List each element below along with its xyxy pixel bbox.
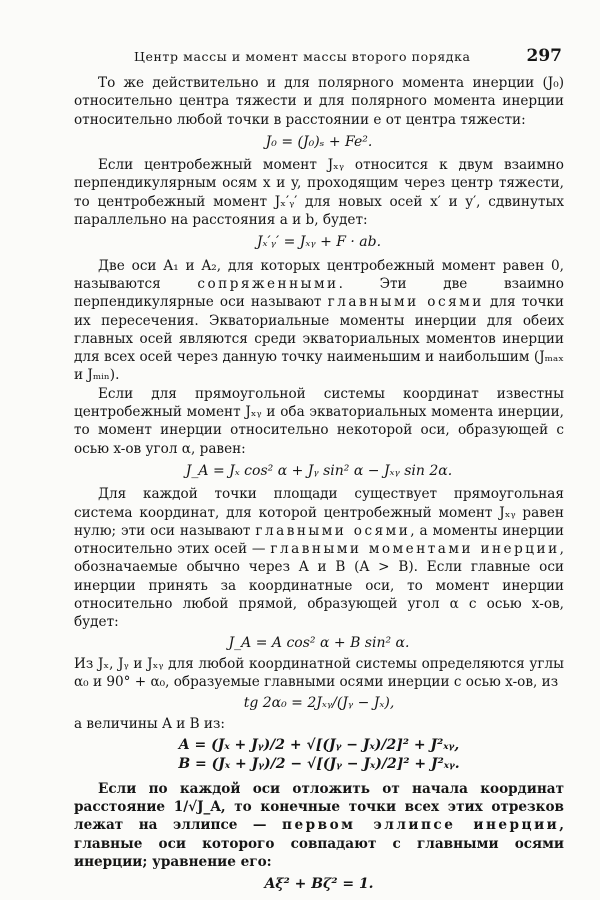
formula-polar-moment: J₀ = (J₀)ₛ + Fe². [265, 133, 373, 150]
formula-b: B = (Jₓ + Jᵧ)/2 − √[(Jᵧ − Jₓ)/2]² + J²ₓᵧ. [178, 756, 460, 773]
emphasis-principal-moments: главными моментами инерции [270, 541, 560, 558]
emphasis-principal-axes: главными осями [255, 522, 411, 539]
formula-a: A = (Jₓ + Jᵧ)/2 + √[(Jᵧ − Jₓ)/2]² + J²ₓᵧ, [178, 737, 460, 754]
text-segment: . Эти две взаимно перпендикулярные оси называют [74, 275, 564, 311]
text-segment: , главные оси которого совпадают с главными осями инерции; уравнение его: [74, 817, 564, 870]
text-segment: для точки их пересечения. Экваториальные моменты инерции для обеих главных осей являются среди экваториальных моментов инерции для всех осей через данную точку наименьшим и наибольшим (Jₘₐₓ и Jₘᵢₙ). [74, 294, 564, 384]
paragraph-ellipse [74, 780, 564, 871]
paragraph-centrifugal-shift: Если центробежный момент Jₓᵧ относится к двум взаимно перпендикулярным осям x и y, проходящим через центр тяжести, то центробежный момент Jₓ′ᵧ′ для новых осей x′ и y′, сдвинутых параллельно на расстояния a и b, будет: [74, 157, 564, 229]
emphasis-first-ellipse: первом эллипсе инерции [282, 817, 560, 834]
page-body [74, 74, 564, 898]
text-segment: Две оси A₁ и A₂, для которых центробежный момент равен 0, называются [74, 257, 564, 292]
formula-principal-form: J_A = A cos² α + B sin² α. [228, 634, 410, 651]
running-title: Центр массы и момент массы второго порядка [134, 49, 471, 64]
paragraph-conjugate-axes [74, 257, 564, 385]
text-segment: , обозначаемые обычно через A и B (A > B). Если главные оси инерции принять за координатные оси, то момент инерции относительно любой прямой, образующей угол α с осью x-ов, будет: [74, 541, 564, 631]
emphasis-conjugate: сопряженными [197, 275, 339, 292]
formula-rotated-axis: J_A = Jₓ cos² α + Jᵧ sin² α − Jₓᵧ sin 2α. [185, 462, 453, 479]
emphasis-principal-axes: главными осями [327, 294, 484, 311]
paragraph-values-ab: а величины A и B из: [74, 715, 225, 732]
text-segment: Если по каждой оси отложить от начала координат расстояние 1/√J_A, то конечные точки всех этих отрезков лежат на эллипсе — [74, 780, 564, 834]
formula-centrifugal-shift: Jₓ′ᵧ′ = Jₓᵧ + F · ab. [256, 234, 382, 251]
text-segment: , а моменты инерции относительно этих осей — [74, 522, 564, 558]
text-segment: Для каждой точки площади существует прямоугольная система координат, для которой центробежный момент Jₓᵧ равен нулю; эти оси называют [74, 486, 564, 539]
formula-tangent: tg 2α₀ = 2Jₓᵧ/(Jᵧ − Jₓ), [243, 694, 395, 711]
paragraph-polar-moment: То же действительно и для полярного момента инерции (J₀) относительно центра тяжести и для полярного момента инерции относительно любой точки в расстоянии e от центра тяжести: [74, 75, 564, 128]
paragraph-principal-moments [74, 485, 564, 631]
formula-ellipse: Aξ² + Bζ² = 1. [264, 876, 374, 893]
page-header [134, 46, 562, 66]
page-number: 297 [526, 46, 562, 66]
paragraph-rotated-axis: Если для прямоугольной системы координат известны центробежный момент Jₓᵧ и оба экваториальных момента инерции, то момент инерции относительно некоторой оси, образующей с осью x-ов угол α, равен: [74, 385, 564, 457]
formula-group-ab [74, 736, 564, 774]
paragraph-angles: Из Jₓ, Jᵧ и Jₓᵧ для любой координатной системы определяются углы α₀ и 90° + α₀, образуемые главными осями инерции с осью x-ов, из [74, 655, 564, 691]
